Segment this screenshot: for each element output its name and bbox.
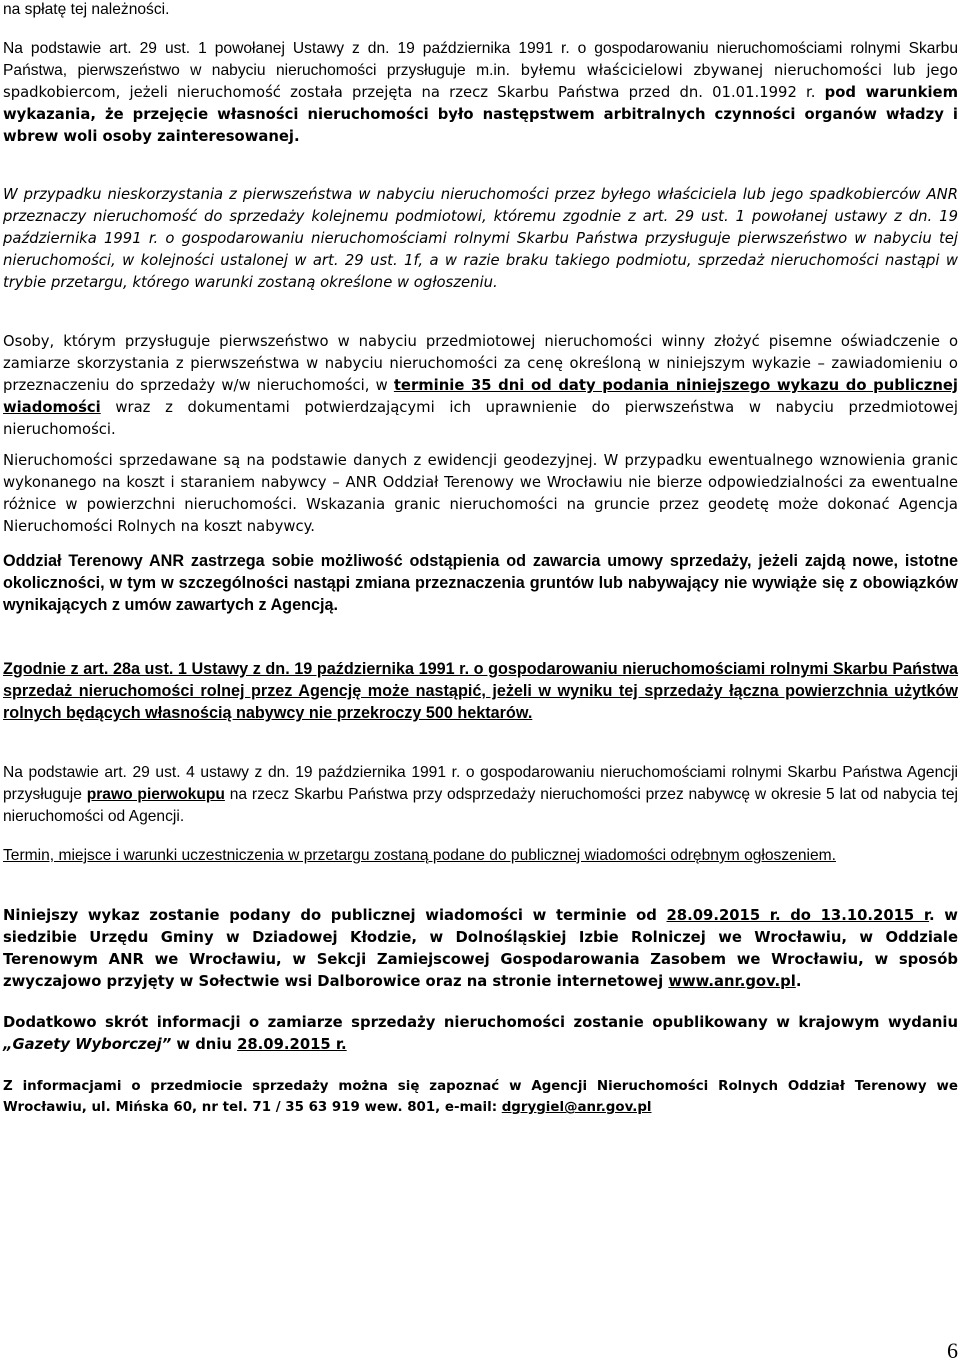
paragraph-oswiadczenie	[3, 331, 958, 441]
text: . w siedzibie Urzędu Gminy w Dziadowej Kłodzie, w Dolnośląskiej Izbie Rolniczej we Wrocławiu, w Oddziale Terenowym ANR we Wrocławiu, w Sekcji Zamiejscowej Gospodarowania Zasobem we Wrocławiu, w sposób zwyczajowo przyjęty w Sołectwie wsi Dalborowice oraz na stronie internetowej	[3, 907, 958, 990]
prawo-pierwokupu: prawo pierwokupu	[86, 786, 225, 803]
paragraph-0	[3, 0, 958, 21]
page-number: 6	[947, 1338, 958, 1363]
paragraph-pierwokup	[3, 762, 958, 828]
text: W przypadku nieskorzystania z pierwszeństwa w nabyciu nieruchomości przez byłego właściciela lub jego spadkobierców ANR przeznaczy nieruchomość do sprzedaży kolejnemu podmiotowi, któremu zgodnie z art. 29 ust. 1 powołanej ustawy z dn. 19 października 1991 r. o gospodarowaniu nieruchomościami rolnymi Skarbu Państwa przysługuje pierwszeństwo w nabyciu tej nieruchomości, w kolejności ustalonej w art. 29 ust. 1f, a w razie braku takiego podmiotu, sprzedaż nieruchomości nastąpi w trybie przetargu, którego warunki zostaną określone w ogłoszeniu.	[3, 186, 958, 291]
deadline-35-days: terminie 35 dni od daty podania niniejszego wykazu do publicznej wiadomości	[3, 377, 958, 416]
text: wraz z dokumentami potwierdzającymi ich uprawnienie do pierwszeństwa w nabyciu przedmiotowej nieruchomości.	[3, 399, 958, 438]
text: Na podstawie art. 29 ust. 4 ustawy z dn. 19 października 1991 r. o gospodarowaniu nieruchomościami rolnymi Skarbu Państwa Agencji przysługuje	[3, 764, 958, 803]
paragraph-termin	[3, 905, 958, 993]
text: na rzecz Skarbu Państwa przy odsprzedaży nieruchomości przez nabywcę w okresie 5 lat od nabycia tej nieruchomości od Agencji.	[3, 786, 958, 825]
publication-date: 28.09.2015 r.	[237, 1036, 347, 1053]
text: Z informacjami o przedmiocie sprzedaży można się zapoznać w Agencji Nieruchomości Rolnych Oddział Terenowy we Wrocławiu, ul. Mińska 60, nr tel. 71 / 35 63 919 wew. 801, e-mail:	[3, 1079, 958, 1115]
text: Zgodnie z art. 28a ust. 1 Ustawy z dn. 19 października 1991 r. o gospodarowaniu nieruchomościami rolnymi Skarbu Państwa sprzedaż nieruchomości rolnej przez Agencję może nastąpić, jeżeli w wyniku tej sprzedaży łączna powierzchnia użytków rolnych będących własnością nabywcy nie przekroczy 500 hektarów.	[3, 660, 958, 722]
email-link[interactable]: dgrygiel@anr.gov.pl	[501, 1100, 652, 1115]
date-range: 28.09.2015 r. do 13.10.2015 r	[666, 907, 930, 924]
bold-condition: pod warunkiem wykazania, że przejęcie własności nieruchomości było następstwem arbitralnych czynności organów władzy i wbrew woli osoby zainteresowanej.	[3, 84, 959, 145]
paragraph-zastrzezenie	[3, 550, 958, 616]
text: na spłatę tej należności.	[3, 1, 170, 18]
text: Termin, miejsce i warunki uczestniczenia w przetargu zostaną podane do publicznej wiadomości odrębnym ogłoszeniem.	[3, 847, 836, 864]
paragraph-kontakt	[3, 1076, 958, 1118]
text: Niniejszy wykaz zostanie podany do publicznej wiadomości w terminie od	[3, 907, 667, 924]
text: Osoby, którym przysługuje pierwszeństwo w nabyciu przedmiotowej nieruchomości winny złożyć pisemne oświadczenie o zamiarze skorzystania z pierwszeństwa w nabyciu nieruchomości za cenę określoną w niniejszym wykazie – zawiadomieniu o przeznaczeniu do sprzedaży w/w nieruchomości, w	[3, 333, 958, 394]
paragraph-przetarg	[3, 845, 958, 867]
paragraph-pierwszenstwo	[3, 38, 958, 148]
text: Na podstawie art. 29 ust. 1 powołanej Ustawy z dn. 19 października 1991 r. o gospodarowaniu nieruchomościami rolnymi Skarbu Państwa, pierwszeństwo w nabyciu nieruchomości przysługuje m.in.	[3, 40, 958, 79]
paragraph-ewidencja	[3, 450, 958, 538]
text: .	[795, 973, 802, 990]
website-link[interactable]: www.anr.gov.pl	[668, 973, 796, 990]
paragraph-nieskorzystanie	[3, 184, 958, 294]
text: Nieruchomości sprzedawane są na podstawie danych z ewidencji geodezyjnej. W przypadku ewentualnego wznowienia granic wykonanego na koszt i staraniem nabywcy – ANR Oddział Terenowy we Wrocławiu nie bierze odpowiedzialności za ewentualne różnice w powierzchni nieruchomości. Wskazania granic nieruchomości na gruncie przez geodetę może dokonać Agencja Nieruchomości Rolnych na koszt nabywcy.	[3, 452, 958, 535]
paragraph-gazeta	[3, 1012, 958, 1056]
text: byłemu właścicielowi zbywanej nieruchomości lub jego spadkobiercom, jeżeli nieruchomość została przejęta na rzecz Skarbu Państwa przed dn. 01.01.1992 r.	[3, 62, 958, 101]
paragraph-art-28a	[3, 658, 958, 724]
text: Dodatkowo skrót informacji o zamiarze sprzedaży nieruchomości zostanie opublikowany w krajowym wydaniu	[3, 1014, 958, 1031]
newspaper-name: „Gazety Wyborczej”	[3, 1036, 172, 1053]
text: w dniu	[171, 1036, 238, 1053]
text: Oddział Terenowy ANR zastrzega sobie możliwość odstąpienia od zawarcia umowy sprzedaży, jeżeli zajdą nowe, istotne okoliczności, w tym w szczególności nastąpi zmiana przeznaczenia gruntów lub nabywający nie wywiąże się z obowiązków wynikających z umów zawartych z Agencją.	[3, 552, 958, 614]
